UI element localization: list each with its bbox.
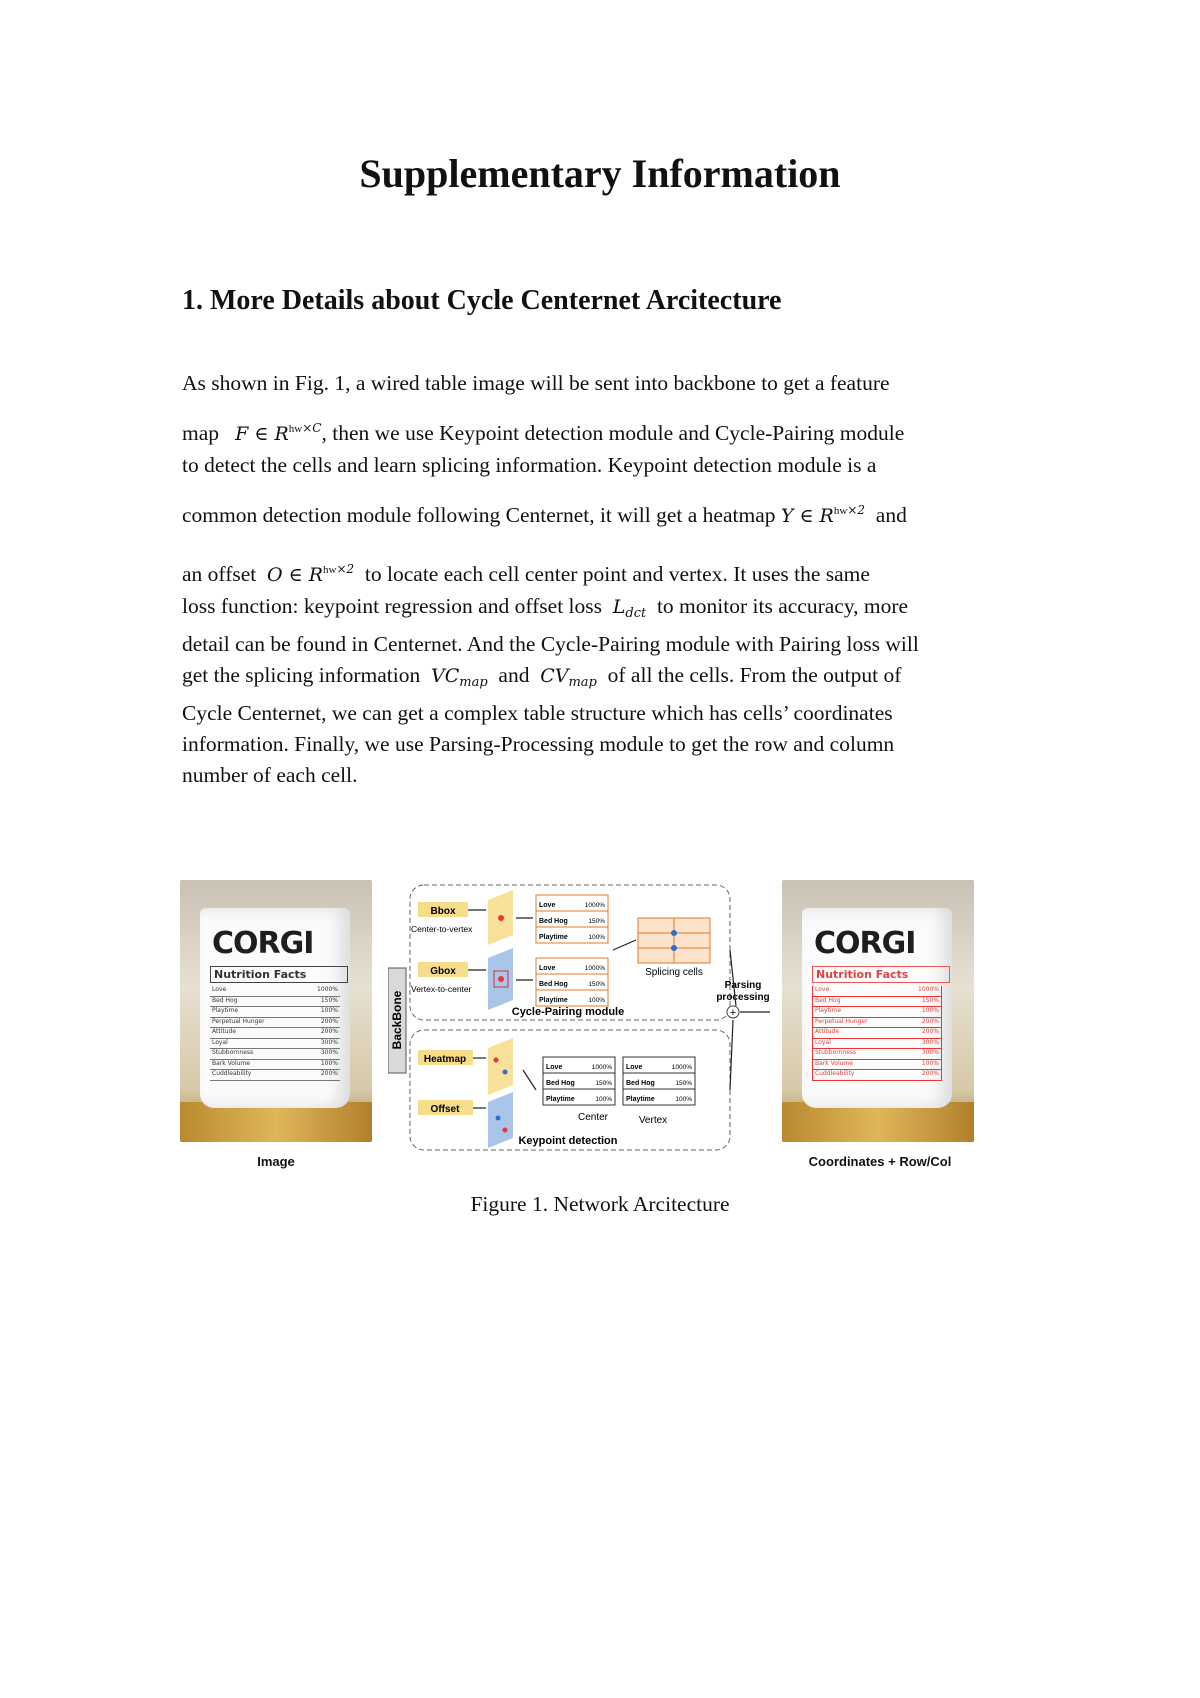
para-line: number of each cell. — [182, 763, 358, 788]
para-line: an offset O ∈ R h w $^{\times 2}$ to locate each cell center point and vertex. It uses the same — [182, 562, 870, 587]
output-image — [782, 880, 974, 1142]
backbone-label: BackBone — [390, 990, 404, 1050]
center-to-vertex-label: Center-to-vertex — [411, 924, 473, 934]
section-heading: 1. More Details about Cycle Centernet Arcitecture — [182, 285, 782, 316]
diagram-table-label: Playtime — [539, 934, 568, 941]
diagram-table-label: Bed Hog — [626, 1080, 655, 1087]
body-paragraph — [182, 368, 1022, 791]
para-line: map F ∈ R h w $^{\times C}$, then we use Keypoint detection module and Cycle-Pairing module — [182, 421, 905, 446]
diagram-table-value: 150% — [588, 981, 605, 988]
mug-subtitle: Nutrition Facts — [812, 966, 950, 983]
para-line: information. Finally, we use Parsing-Processing module to get the row and column — [182, 732, 895, 757]
diagram-table-label: Love — [539, 902, 556, 909]
para-line: As shown in Fig. 1, a wired table image will be sent into backbone to get a feature — [182, 371, 890, 395]
diagram-table-label: Bed Hog — [539, 981, 568, 988]
mug-table-row: Attitude 200% — [210, 1028, 340, 1039]
diagram-table-label: Bed Hog — [539, 918, 568, 925]
mug-table-row: Cuddleability 200% — [812, 1070, 942, 1081]
para-line: loss function: keypoint regression and offset loss $L_{dct}$ to monitor its accuracy, more — [182, 594, 909, 622]
mug-table-row: Love 1000% — [210, 986, 340, 997]
para-line: Cycle Centernet, we can get a complex table structure which has cells’ coordinates — [182, 701, 893, 726]
diagram-table-label: Playtime — [539, 997, 568, 1004]
para-line: detail can be found in Centernet. And the Cycle-Pairing module with Pairing loss will — [182, 632, 919, 657]
diagram-table-label: Playtime — [546, 1096, 575, 1103]
center-label: Center — [577, 1112, 609, 1123]
figure-caption: Figure 1. Network Arcitecture — [470, 1192, 730, 1216]
vertex-to-center-label: Vertex-to-center — [411, 984, 472, 994]
diagram-table-value: 100% — [588, 997, 605, 1004]
mug-table-row: Attitude 200% — [812, 1028, 942, 1039]
gbox-label: Gbox — [430, 966, 456, 977]
diagram-table-value: 100% — [675, 1096, 692, 1103]
heatmap-label: Heatmap — [423, 1054, 467, 1065]
diagram-table-value: 1000% — [671, 1064, 692, 1071]
diagram-table-label: Playtime — [626, 1096, 655, 1103]
diagram-table-label: Love — [546, 1064, 563, 1071]
mug-table-row: Playtime 100% — [210, 1007, 340, 1018]
para-line: to detect the cells and learn splicing information. Keypoint detection module is a — [182, 453, 877, 478]
mug-table-row: Love 1000% — [812, 986, 942, 997]
para-line: get the splicing information $VC_{map}$ and $CV_{map}$ of all the cells. From the output of — [182, 663, 902, 691]
mug-table-row: Loyal 300% — [210, 1039, 340, 1050]
diagram-table-label: Love — [539, 965, 556, 972]
architecture-diagram — [388, 880, 773, 1170]
svg-text:+: + — [729, 1007, 737, 1019]
output-label: Coordinates + Row/Col — [808, 1154, 952, 1169]
splicing-cells-label: Splicing cells — [645, 967, 703, 978]
diagram-table-label: Bed Hog — [546, 1080, 575, 1087]
mug-table-row: Bark Volume 100% — [210, 1060, 340, 1071]
offset-featuremap — [488, 1092, 513, 1148]
mug-title: CORGI — [212, 926, 314, 961]
document-title: Supplementary Information — [359, 151, 841, 196]
mug-table — [812, 986, 942, 1081]
mug-table-row: Perpetual Hunger 200% — [210, 1018, 340, 1029]
diagram-table-value: 150% — [595, 1080, 612, 1087]
image-label: Image — [257, 1154, 295, 1169]
mug-table-row: Perpetual Hunger 200% — [812, 1018, 942, 1029]
mug-table-row: Bed Hog 150% — [210, 997, 340, 1008]
diagram-table-value: 100% — [588, 934, 605, 941]
mug-table-row: Loyal 300% — [812, 1039, 942, 1050]
diagram-table-value: 150% — [675, 1080, 692, 1087]
processing-label: processing — [716, 992, 770, 1003]
mug-table-row: Stubbornness 300% — [210, 1049, 340, 1060]
offset-label: Offset — [430, 1104, 460, 1115]
mug-table-row: Bark Volume 100% — [812, 1060, 942, 1071]
mug-table — [210, 986, 340, 1081]
mug-table-row: Cuddleability 200% — [210, 1070, 340, 1081]
parsing-label: Parsing — [724, 980, 762, 991]
mug-title: CORGI — [814, 926, 916, 961]
mug-table-row: Bed Hog 150% — [812, 997, 942, 1008]
keypoint-detection-label: Keypoint detection — [518, 1135, 618, 1147]
mug-subtitle: Nutrition Facts — [210, 966, 348, 983]
bbox-label: Bbox — [430, 906, 456, 917]
vertex-label: Vertex — [638, 1115, 668, 1126]
heatmap-featuremap — [488, 1038, 513, 1095]
diagram-table-label: Love — [626, 1064, 643, 1071]
mug-table-row: Playtime 100% — [812, 1007, 942, 1018]
diagram-table-value: 1000% — [584, 965, 605, 972]
diagram-table-value: 150% — [588, 918, 605, 925]
network-architecture-figure — [180, 880, 1030, 1185]
cycle-pairing-label: Cycle-Pairing module — [511, 1006, 625, 1018]
input-image — [180, 880, 372, 1142]
diagram-table-value: 1000% — [591, 1064, 612, 1071]
diagram-table-value: 1000% — [584, 902, 605, 909]
diagram-table-value: 100% — [595, 1096, 612, 1103]
mug-table-row: Stubbornness 300% — [812, 1049, 942, 1060]
para-line: common detection module following Centernet, it will get a heatmap Y ∈ R h w $^{\times 2}$ and — [182, 503, 907, 528]
